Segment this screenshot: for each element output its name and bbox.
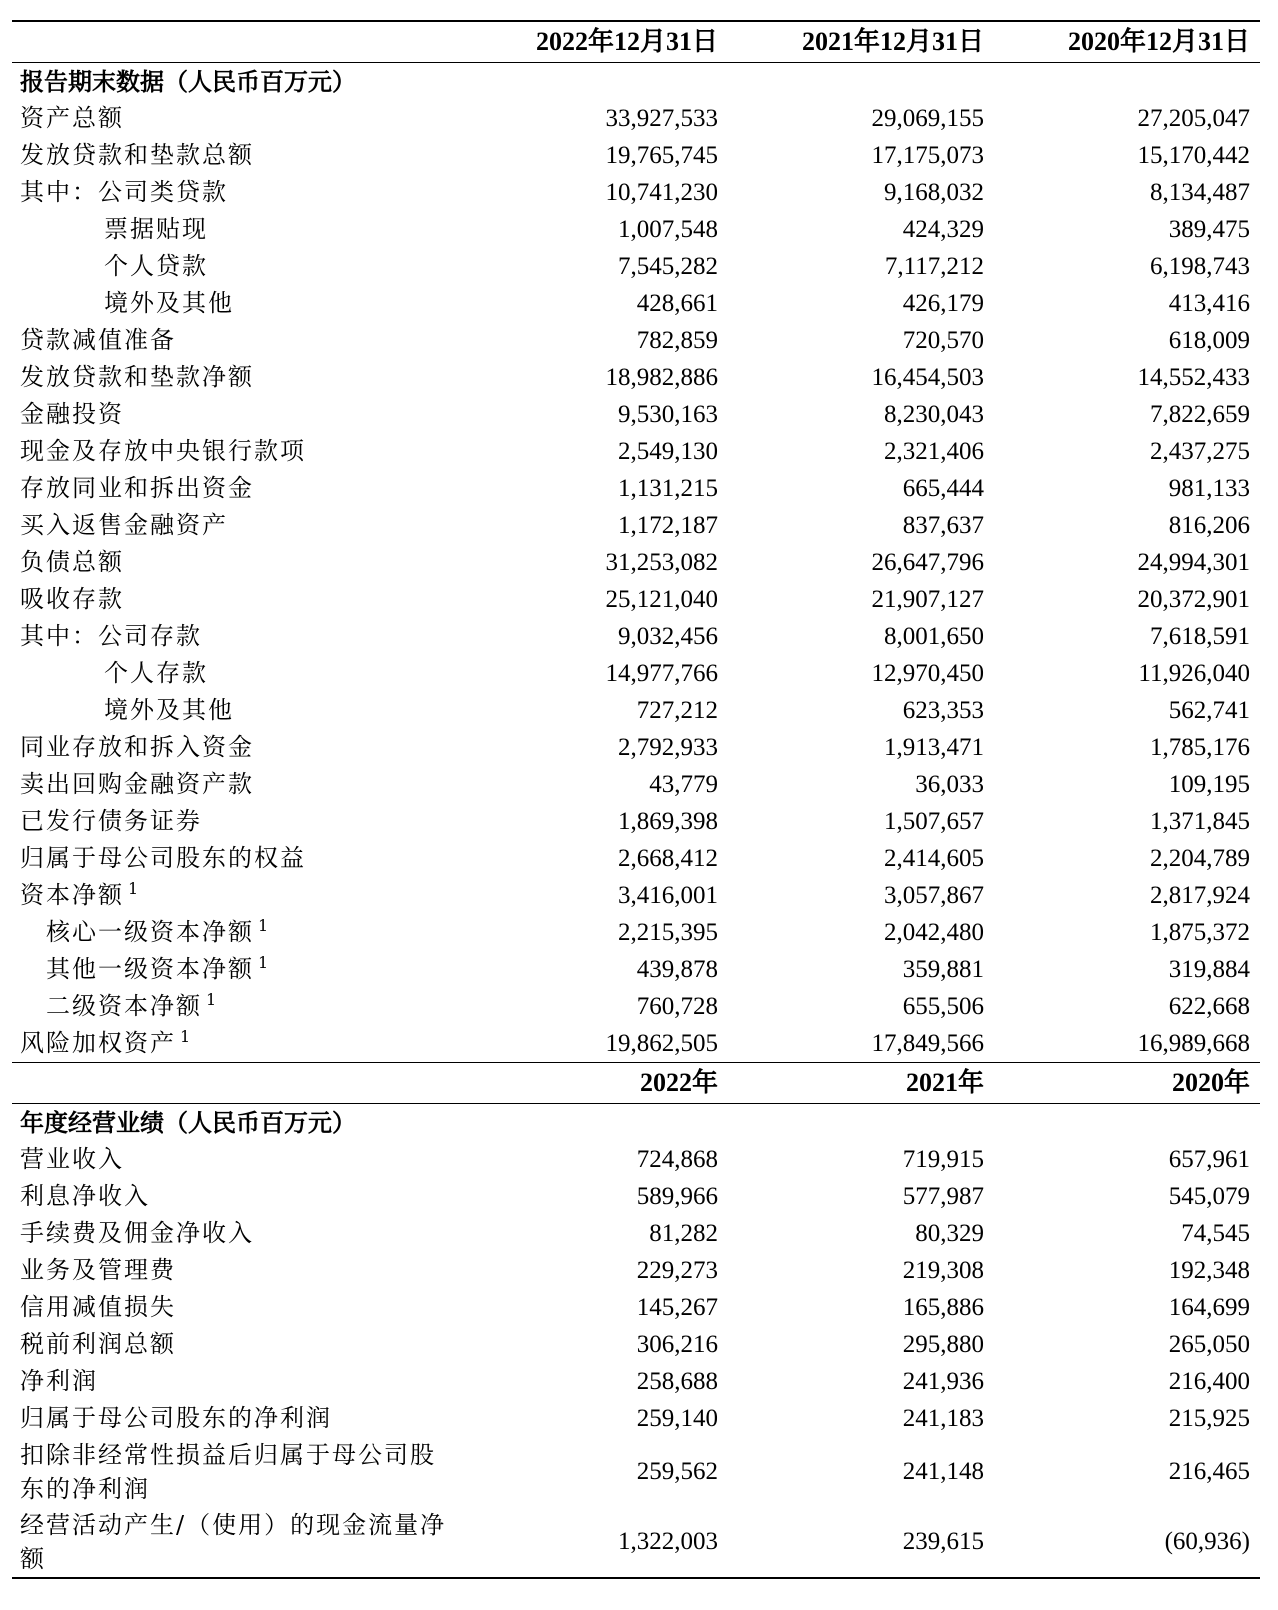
cell-value: 837,637	[902, 512, 984, 539]
row-label-text: 个人存款	[104, 659, 208, 687]
cell-value: 1,007,548	[618, 216, 718, 243]
cell-value: 1,875,372	[1150, 919, 1250, 946]
row-label	[12, 137, 462, 174]
row-label-text: 发放贷款和垫款总额	[20, 141, 254, 169]
cell-value: 389,475	[1168, 216, 1250, 243]
cell-value: 665,444	[902, 475, 984, 502]
cell-value: 545,079	[1168, 1183, 1250, 1210]
col-header-year-2021: 2021年	[728, 1063, 994, 1104]
cell-value: 15,170,442	[1137, 142, 1250, 169]
row-label-text: 已发行债务证券	[20, 807, 202, 835]
row-label	[12, 1289, 462, 1326]
row-label	[12, 285, 462, 322]
col-header-2020: 2020年12月31日	[994, 21, 1260, 63]
header-row-years	[12, 1063, 1260, 1104]
row-label-text: 买入返售金融资产	[20, 511, 228, 539]
table-row	[12, 211, 1260, 248]
cell-value: 2,437,275	[1150, 438, 1250, 465]
row-label-text: 发放贷款和垫款净额	[20, 363, 254, 391]
cell-value: 9,530,163	[618, 401, 718, 428]
cell-value: 17,175,073	[871, 142, 984, 169]
cell-value: 219,308	[902, 1257, 984, 1284]
table-row	[12, 137, 1260, 174]
cell-value: 19,862,505	[605, 1030, 718, 1057]
cell-value: 1,371,845	[1150, 808, 1250, 835]
cell-value: 2,792,933	[618, 734, 718, 761]
cell-value: 11,926,040	[1138, 660, 1250, 687]
table-row	[12, 655, 1260, 692]
cell-value: 2,321,406	[884, 438, 984, 465]
cell-value: 29,069,155	[871, 105, 984, 132]
cell-value: 2,668,412	[618, 845, 718, 872]
cell-value: 17,849,566	[871, 1030, 984, 1057]
cell-value: 1,131,215	[618, 475, 718, 502]
cell-value: 8,230,043	[884, 401, 984, 428]
section1-body	[12, 100, 1260, 1063]
table-row	[12, 1363, 1260, 1400]
row-label-text: 境外及其他	[104, 289, 234, 317]
cell-value: 3,416,001	[618, 882, 718, 909]
cell-value: 9,168,032	[884, 179, 984, 206]
footnote-marker: 1	[258, 953, 269, 972]
cell-value: 7,117,212	[884, 253, 984, 280]
row-label	[12, 1025, 462, 1063]
row-label-prefix: 其中：	[20, 622, 98, 650]
table-row	[12, 1025, 1260, 1063]
row-label-text: 归属于母公司股东的权益	[20, 844, 306, 872]
cell-value: 9,032,456	[618, 623, 718, 650]
cell-value: 720,570	[902, 327, 984, 354]
table-row	[12, 1400, 1260, 1437]
row-label	[12, 1141, 462, 1178]
cell-value: 2,042,480	[884, 919, 984, 946]
row-label	[12, 1215, 462, 1252]
row-label	[12, 729, 462, 766]
cell-value: 623,353	[902, 697, 984, 724]
row-label-text: 归属于母公司股东的净利润	[20, 1404, 332, 1432]
row-label-text: 存放同业和拆出资金	[20, 474, 254, 502]
cell-value: 241,183	[902, 1405, 984, 1432]
table-row	[12, 1215, 1260, 1252]
cell-value: 259,562	[636, 1458, 718, 1485]
table-row	[12, 285, 1260, 322]
cell-value: 164,699	[1168, 1294, 1250, 1321]
table-row	[12, 766, 1260, 803]
cell-value: 10,741,230	[605, 179, 718, 206]
row-label	[12, 1178, 462, 1215]
row-label	[12, 1363, 462, 1400]
cell-value: 14,977,766	[605, 660, 718, 687]
row-label	[12, 618, 462, 655]
row-label	[12, 692, 462, 729]
cell-value: 359,881	[902, 956, 984, 983]
cell-value: 16,989,668	[1137, 1030, 1250, 1057]
cell-value: 760,728	[636, 993, 718, 1020]
row-label-text: 利息净收入	[20, 1182, 150, 1210]
cell-value: 109,195	[1168, 771, 1250, 798]
table-row	[12, 803, 1260, 840]
cell-value: 7,822,659	[1150, 401, 1250, 428]
table-row	[12, 433, 1260, 470]
cell-value: 24,994,301	[1137, 549, 1250, 576]
table-row	[12, 1326, 1260, 1363]
row-label	[12, 359, 462, 396]
header-blank	[12, 1063, 462, 1104]
cell-value: 1,322,003	[462, 1507, 728, 1578]
row-label	[12, 322, 462, 359]
footnote-marker: 1	[206, 990, 217, 1009]
footnote-marker: 1	[128, 879, 139, 898]
col-header-year-2022: 2022年	[462, 1063, 728, 1104]
cell-value: 259,140	[636, 1405, 718, 1432]
cell-value: 74,545	[1181, 1220, 1250, 1247]
row-label-text: 风险加权资产	[20, 1029, 176, 1057]
row-label-text: 扣除非经常性损益后归属于母公司股东的净利润	[20, 1441, 436, 1503]
cell-value: 295,880	[902, 1331, 984, 1358]
table-row	[12, 988, 1260, 1025]
cell-value: 192,348	[1168, 1257, 1250, 1284]
row-label	[12, 914, 462, 951]
row-label	[12, 507, 462, 544]
cell-value: 31,253,082	[605, 549, 718, 576]
cell-value: 816,206	[1168, 512, 1250, 539]
row-label-prefix: 其中：	[20, 178, 98, 206]
cell-value: 216,465	[1168, 1458, 1250, 1485]
cell-value: 8,134,487	[1150, 179, 1250, 206]
cell-value: 622,668	[1168, 993, 1250, 1020]
row-label-text: 负债总额	[20, 548, 124, 576]
cell-value: 165,886	[902, 1294, 984, 1321]
col-header-year-2020: 2020年	[994, 1063, 1260, 1104]
table-row	[12, 729, 1260, 766]
cell-value: 25,121,040	[605, 586, 718, 613]
table-row	[12, 248, 1260, 285]
cell-value: (60,936)	[994, 1507, 1260, 1578]
row-label-text: 经营活动产生/（使用）的现金流量净额	[20, 1511, 447, 1573]
row-label	[12, 544, 462, 581]
cell-value: 1,913,471	[884, 734, 984, 761]
cell-value: 26,647,796	[871, 549, 984, 576]
row-label	[12, 211, 462, 248]
cell-value: 413,416	[1168, 290, 1250, 317]
cell-value: 20,372,901	[1137, 586, 1250, 613]
row-label-text: 贷款减值准备	[20, 326, 176, 354]
row-label-text: 信用减值损失	[20, 1293, 176, 1321]
cell-value: 319,884	[1168, 956, 1250, 983]
cell-value: 215,925	[1168, 1405, 1250, 1432]
cell-value: 2,414,605	[884, 845, 984, 872]
row-label	[12, 581, 462, 618]
row-label	[12, 988, 462, 1025]
cell-value: 577,987	[902, 1183, 984, 1210]
row-label	[12, 840, 462, 877]
row-label-text: 资本净额	[20, 881, 124, 909]
section-title-row	[12, 1104, 1260, 1142]
section2-title: 年度经营业绩（人民币百万元）	[20, 1108, 356, 1137]
table-row	[12, 359, 1260, 396]
cell-value: 33,927,533	[605, 105, 718, 132]
cell-value: 241,936	[902, 1368, 984, 1395]
footnote-marker: 1	[258, 916, 269, 935]
cell-value: 6,198,743	[1150, 253, 1250, 280]
cell-value: 80,329	[915, 1220, 984, 1247]
cell-value: 145,267	[636, 1294, 718, 1321]
cell-value: 981,133	[1168, 475, 1250, 502]
row-label-text: 现金及存放中央银行款项	[20, 437, 306, 465]
row-label-text: 手续费及佣金净收入	[20, 1219, 254, 1247]
cell-value: 657,961	[1168, 1146, 1250, 1173]
row-label-text: 业务及管理费	[20, 1256, 176, 1284]
row-label-text: 卖出回购金融资产款	[20, 770, 254, 798]
cell-value: 719,915	[902, 1146, 984, 1173]
row-label	[12, 100, 462, 137]
cell-value: 265,050	[1168, 1331, 1250, 1358]
cell-value: 36,033	[915, 771, 984, 798]
cell-value: 727,212	[636, 697, 718, 724]
row-label-text: 吸收存款	[20, 585, 124, 613]
row-label	[12, 877, 462, 914]
cell-value: 1,172,187	[618, 512, 718, 539]
table-row	[12, 1141, 1260, 1178]
row-label-text: 营业收入	[20, 1145, 124, 1173]
cell-value: 782,859	[636, 327, 718, 354]
row-label-text: 同业存放和拆入资金	[20, 733, 254, 761]
cell-value: 14,552,433	[1137, 364, 1250, 391]
row-label	[12, 248, 462, 285]
col-header-2021: 2021年12月31日	[728, 21, 994, 63]
table-row	[12, 581, 1260, 618]
row-label-text: 核心一级资本净额	[46, 918, 254, 946]
cell-value: 239,615	[728, 1507, 994, 1578]
table-row	[12, 1289, 1260, 1326]
cell-value: 43,779	[649, 771, 718, 798]
row-label	[12, 1437, 462, 1507]
row-label	[12, 470, 462, 507]
cell-value: 19,765,745	[605, 142, 718, 169]
cell-value: 439,878	[636, 956, 718, 983]
cell-value: 1,785,176	[1150, 734, 1250, 761]
row-label	[12, 1252, 462, 1289]
cell-value: 2,817,924	[1150, 882, 1250, 909]
cell-value: 81,282	[649, 1220, 718, 1247]
row-label-text: 金融投资	[20, 400, 124, 428]
row-label-text: 个人贷款	[104, 252, 208, 280]
table-row	[12, 322, 1260, 359]
table-row	[12, 544, 1260, 581]
cell-value: 1,869,398	[618, 808, 718, 835]
cell-value: 428,661	[636, 290, 718, 317]
cell-value: 724,868	[636, 1146, 718, 1173]
table-row	[12, 1252, 1260, 1289]
table-row	[12, 692, 1260, 729]
row-label-text: 税前利润总额	[20, 1330, 176, 1358]
row-label	[12, 766, 462, 803]
table-row	[12, 507, 1260, 544]
cell-value: 241,148	[902, 1458, 984, 1485]
cell-value: 426,179	[902, 290, 984, 317]
row-label-text: 二级资本净额	[46, 992, 202, 1020]
section1-title: 报告期末数据（人民币百万元）	[20, 67, 356, 96]
row-label-text: 票据贴现	[104, 215, 208, 243]
cell-value: 7,545,282	[618, 253, 718, 280]
table-row	[12, 1507, 1260, 1578]
cell-value: 229,273	[636, 1257, 718, 1284]
row-label	[12, 396, 462, 433]
row-label	[12, 174, 462, 211]
table-row	[12, 100, 1260, 137]
table-row	[12, 877, 1260, 914]
cell-value: 589,966	[636, 1183, 718, 1210]
table-row	[12, 396, 1260, 433]
cell-value: 21,907,127	[871, 586, 984, 613]
row-label-text: 境外及其他	[104, 696, 234, 724]
row-label	[12, 951, 462, 988]
table-row	[12, 914, 1260, 951]
cell-value: 424,329	[902, 216, 984, 243]
table-row	[12, 470, 1260, 507]
header-blank	[12, 21, 462, 63]
row-label-text: 资产总额	[20, 104, 124, 132]
row-label	[12, 1326, 462, 1363]
section2-body	[12, 1141, 1260, 1578]
cell-value: 3,057,867	[884, 882, 984, 909]
row-label-text: 公司类贷款	[98, 178, 228, 206]
row-label	[12, 1507, 462, 1578]
cell-value: 27,205,047	[1137, 105, 1250, 132]
table-row	[12, 840, 1260, 877]
cell-value: 1,507,657	[884, 808, 984, 835]
cell-value: 18,982,886	[605, 364, 718, 391]
cell-value: 562,741	[1168, 697, 1250, 724]
row-label	[12, 1400, 462, 1437]
cell-value: 2,549,130	[618, 438, 718, 465]
row-label-text: 其他一级资本净额	[46, 955, 254, 983]
table-row	[12, 1178, 1260, 1215]
cell-value: 12,970,450	[871, 660, 984, 687]
cell-value: 618,009	[1168, 327, 1250, 354]
row-label-text: 净利润	[20, 1367, 98, 1395]
row-label	[12, 433, 462, 470]
table-row	[12, 1437, 1260, 1507]
row-label	[12, 655, 462, 692]
financial-summary-table	[12, 20, 1260, 1579]
footnote-marker: 1	[180, 1027, 191, 1046]
table-row	[12, 951, 1260, 988]
cell-value: 216,400	[1168, 1368, 1250, 1395]
header-row-dates	[12, 21, 1260, 63]
cell-value: 7,618,591	[1150, 623, 1250, 650]
section-title-row	[12, 63, 1260, 101]
row-label	[12, 803, 462, 840]
cell-value: 258,688	[636, 1368, 718, 1395]
row-label-text: 公司存款	[98, 622, 202, 650]
cell-value: 8,001,650	[884, 623, 984, 650]
cell-value: 306,216	[636, 1331, 718, 1358]
cell-value: 16,454,503	[871, 364, 984, 391]
col-header-2022: 2022年12月31日	[462, 21, 728, 63]
table-row	[12, 618, 1260, 655]
cell-value: 2,204,789	[1150, 845, 1250, 872]
cell-value: 2,215,395	[618, 919, 718, 946]
cell-value: 655,506	[902, 993, 984, 1020]
table-row	[12, 174, 1260, 211]
